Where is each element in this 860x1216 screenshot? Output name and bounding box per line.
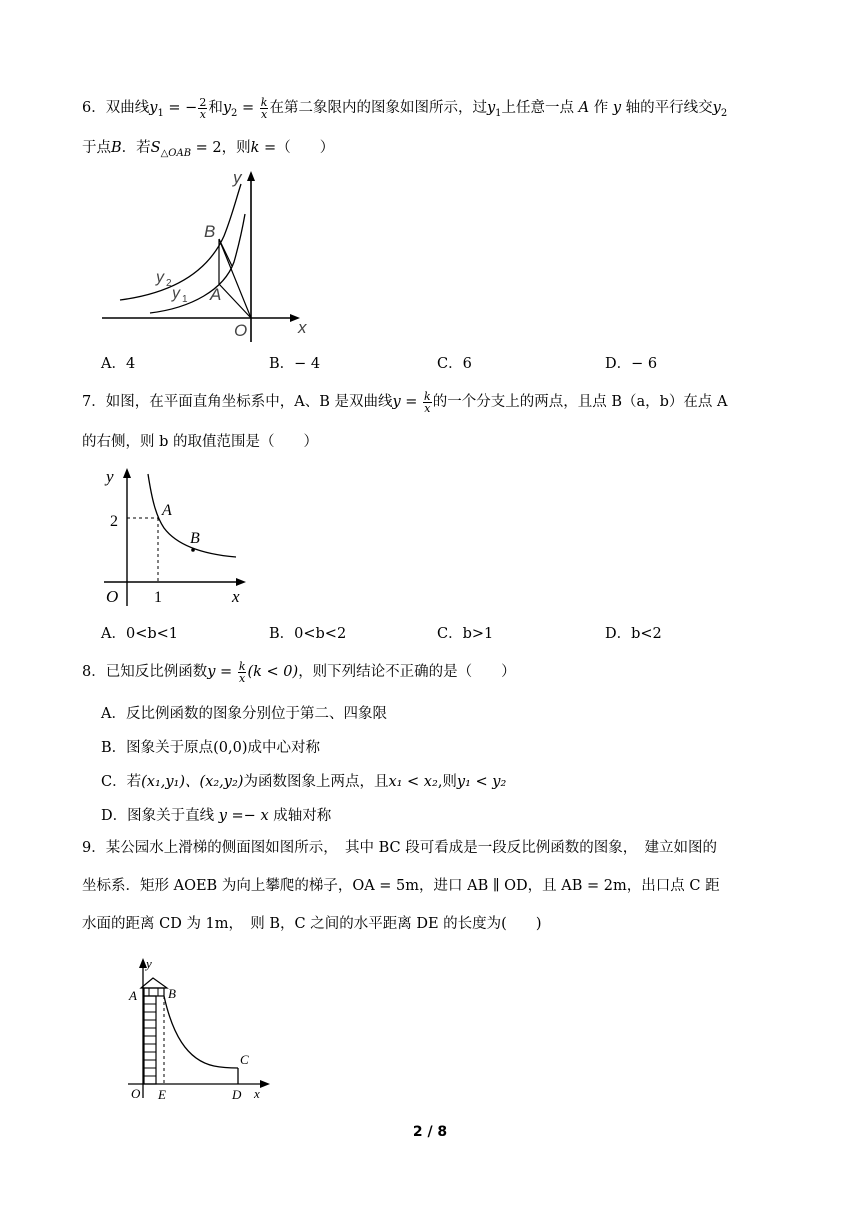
label-x: x (254, 1086, 260, 1101)
label-x: x (232, 587, 240, 606)
fraction: $\frac{k}{x}$ (260, 95, 268, 121)
label-a: A (162, 502, 172, 519)
label-y: y (146, 956, 152, 971)
fraction: $\frac{2}{x}$ (199, 95, 207, 121)
label-o: O (234, 321, 248, 340)
label-y1-sub: 1 (182, 294, 188, 305)
x-axis-arrow (260, 1080, 270, 1088)
label-a: A (210, 285, 222, 304)
q8-option-a[interactable]: A．反比例函数的图象分别位于第二、四象限 (101, 706, 387, 722)
x-axis-arrow (236, 578, 246, 586)
label-o: O (106, 587, 119, 606)
fraction: $\frac{k}{x}$ (238, 659, 246, 685)
q6-option-c[interactable]: C．6 (437, 356, 472, 372)
curve-y2 (120, 184, 241, 300)
label-2: 2 (110, 513, 118, 530)
label-y: y (233, 168, 242, 187)
label-y: y (106, 467, 114, 486)
segment-oa (219, 284, 251, 318)
q9-figure (124, 952, 284, 1104)
q6-option-b[interactable]: B．− 4 (269, 356, 321, 372)
label-a: A (129, 988, 137, 1003)
q7-option-b[interactable]: B．0<b<2 (269, 626, 347, 642)
q7-line2: 的右侧，则 b 的取值范围是（ ） (82, 434, 318, 450)
q7-line1: 7．如图，在平面直角坐标系中，A、B 是双曲线y = $\frac{k}{x}$ 的一个分支上的两点，且点 B（a，b）在点 A (82, 389, 728, 415)
q6-figure (96, 166, 316, 346)
q8-option-b[interactable]: B．图象关于原点(0,0)成中心对称 (101, 740, 321, 756)
fraction: $\frac{k}{x}$ (424, 389, 431, 415)
slide-curve (164, 996, 238, 1068)
page-number: 2 / 8 (412, 1124, 448, 1140)
q7-option-a[interactable]: A．0<b<1 (101, 626, 179, 642)
label-b: B (190, 530, 200, 547)
label-y1: y (172, 285, 180, 302)
q9-line3: 水面的距离 CD 为 1m， 则 B，C 之间的水平距离 DE 的长度为( ) (82, 916, 542, 932)
point-b (191, 548, 195, 552)
label-e: E (158, 1087, 166, 1102)
label-o: O (131, 1086, 141, 1101)
label-d: D (232, 1087, 242, 1102)
q9-line1: 9．某公园水上滑梯的侧面图如图所示， 其中 BC 段可看成是一段反比例函数的图象， 建立如图的 (82, 840, 717, 856)
label-y2-sub: 2 (166, 278, 172, 289)
q8-option-d[interactable]: D．图象关于直线 y =− x 成轴对称 (101, 808, 332, 824)
q6-line1: 6．双曲线$y_1$ = − $\frac{2}{x}$ 和$y_2$ = $\frac{k}{x}$ 在第二象限内的图象如图所示，过$y_1$上任意一点 A 作 y 轴的平行线交$y_2$ (82, 95, 728, 121)
label-1: 1 (154, 589, 162, 606)
y-axis-arrow (247, 171, 255, 181)
q9-line2: 坐标系．矩形 AOEB 为向上攀爬的梯子，OA = 5m，进口 AB ∥ OD，且 AB = 2m，出口点 C 距 (82, 878, 720, 894)
q8-line1: 8．已知反比例函数y = $\frac{k}{x}$ (k < 0)，则下列结论不正确的是（ ） (82, 659, 516, 685)
segment-ab-right (219, 239, 232, 266)
label-c: C (240, 1052, 249, 1067)
y-axis-arrow (123, 468, 131, 478)
roof (141, 978, 167, 988)
ladder (144, 996, 156, 1084)
q6-option-d[interactable]: D．− 6 (605, 356, 658, 372)
label-b: B (204, 222, 216, 241)
label-y2: y (156, 269, 164, 286)
platform (144, 988, 164, 996)
segment-ob (219, 239, 251, 318)
q7-option-d[interactable]: D．b<2 (605, 626, 662, 642)
q6-option-a[interactable]: A．4 (101, 356, 136, 372)
label-x: x (298, 318, 307, 337)
q8-option-c[interactable]: C．若(x₁,y₁)、(x₂,y₂)为函数图象上两点，且x₁ < x₂,则y₁ < y₂ (101, 774, 507, 790)
q7-figure (100, 460, 260, 610)
q6-line2: 于点B．若$S_{\triangle OAB} = 2$，则k =（ ） (82, 140, 335, 159)
q7-option-c[interactable]: C．b>1 (437, 626, 494, 642)
label-b: B (168, 986, 176, 1001)
